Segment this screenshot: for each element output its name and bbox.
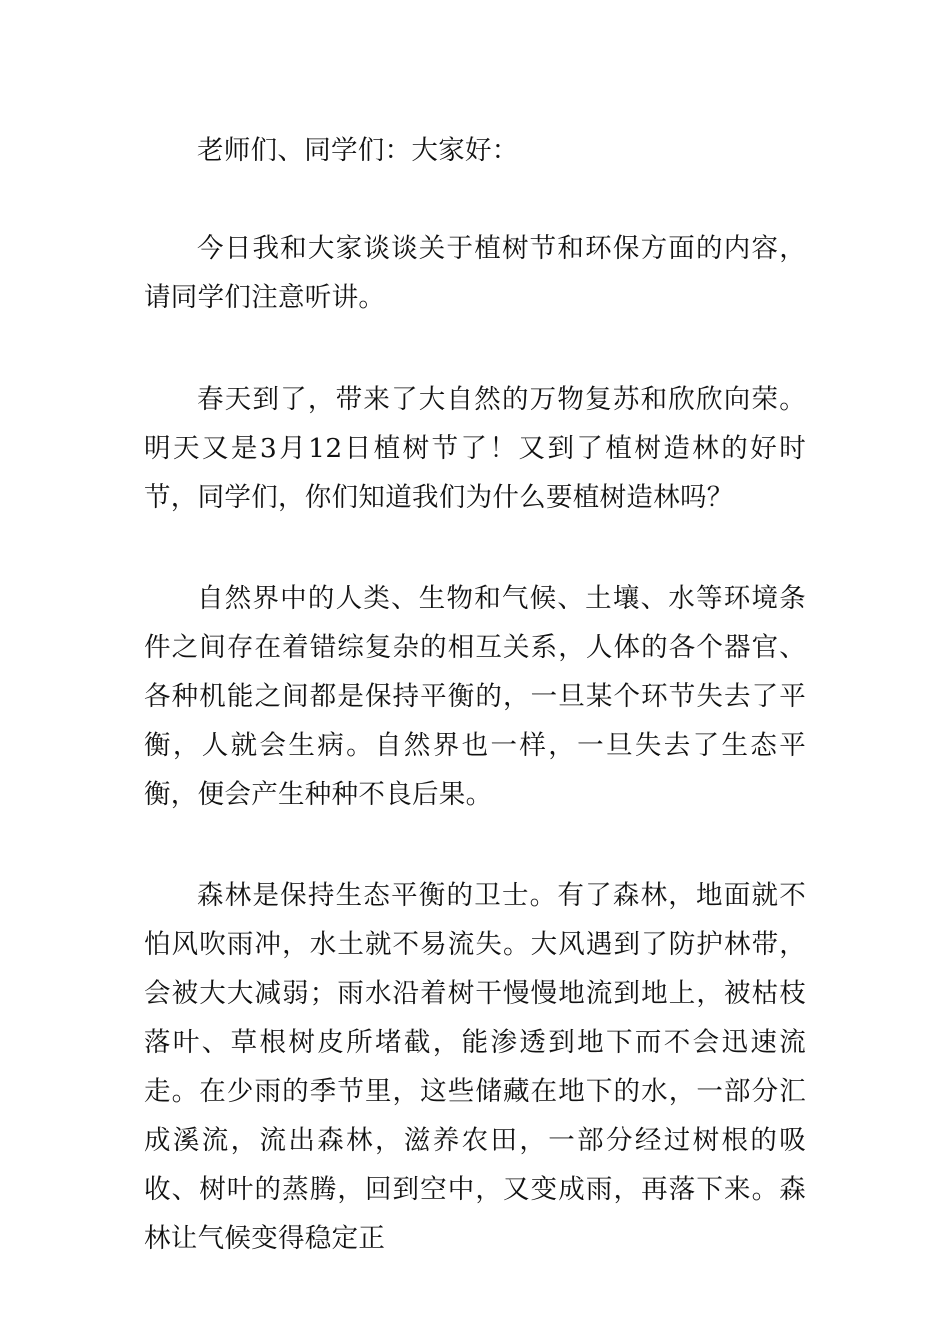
intro-paragraph: 今日我和大家谈谈关于植树节和环保方面的内容，请同学们注意听讲。	[144, 233, 806, 313]
greeting-paragraph: 老师们、同学们：大家好：	[197, 135, 519, 166]
ecology-paragraph: 自然界中的人类、生物和气候、土壤、水等环境条件之间存在着错综复杂的相互关系，人体的各个器官、各种机能之间都是保持平衡的，一旦某个环节失去了平衡，人就会生病。自然界也一样，一旦失去了生态平衡，便会产生种种不良后果。	[144, 583, 806, 810]
spring-paragraph: 春天到了，带来了大自然的万物复苏和欣欣向荣。明天又是3月12日植树节了！又到了植树造林的好时节，同学们，你们知道我们为什么要植树造林吗？	[144, 384, 806, 513]
forest-paragraph: 森林是保持生态平衡的卫士。有了森林，地面就不怕风吹雨冲，水土就不易流失。大风遇到了防护林带，会被大大减弱；雨水沿着树干慢慢地流到地上，被枯枝落叶、草根树皮所堵截，能渗透到地下而不会迅速流走。在少雨的季节里，这些储藏在地下的水，一部分汇成溪流，流出森林，滋养农田，一部分经过树根的吸收、树叶的蒸腾，回到空中，又变成雨，再落下来。森林让气候变得稳定正	[144, 880, 806, 1254]
